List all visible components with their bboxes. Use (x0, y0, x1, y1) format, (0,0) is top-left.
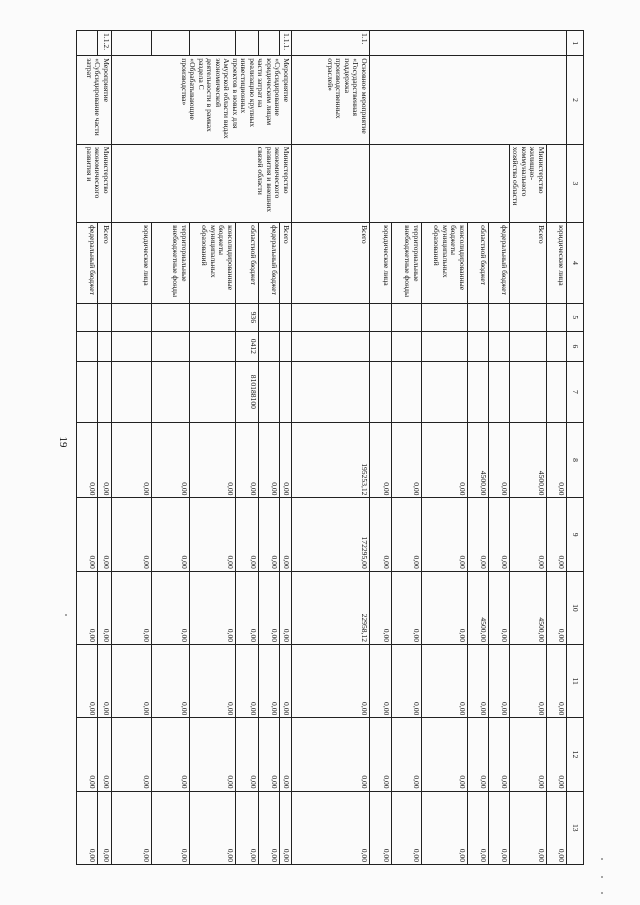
amount-cell: 0,00 (422, 422, 468, 498)
amount-cell: 0,00 (236, 791, 259, 864)
amount-cell: 0,00 (489, 718, 510, 791)
amount-cell: 0,00 (392, 718, 422, 791)
budget-code-cell (280, 331, 292, 361)
amount-cell: 0,00 (98, 422, 112, 498)
amount-cell: 0,00 (392, 422, 422, 498)
budget-code-cell (422, 303, 468, 331)
budget-code-cell (190, 362, 236, 423)
amount-cell: 0,00 (152, 498, 190, 571)
budget-code-cell (259, 362, 280, 423)
amount-cell: 0,00 (422, 571, 468, 644)
amount-cell: 0,00 (392, 498, 422, 571)
amount-cell: 0,00 (112, 791, 152, 864)
funding-source-cell: территориальные внебюджетные фонды (392, 223, 422, 304)
column-number: 13 (567, 791, 584, 864)
amount-cell: 0,00 (422, 791, 468, 864)
budget-code-cell (112, 362, 152, 423)
amount-cell: 0,00 (489, 645, 510, 718)
budget-code-cell (152, 331, 190, 361)
amount-cell: 4500,00 (468, 571, 489, 644)
amount-cell: 0,00 (190, 422, 236, 498)
measure-name-cell: Мероприятие «Субсидирование части затрат (77, 56, 112, 144)
amount-cell: 0,00 (77, 571, 98, 644)
amount-cell: 0,00 (392, 571, 422, 644)
item-number-cell (112, 31, 152, 56)
amount-cell: 0,00 (280, 498, 292, 571)
budget-code-cell (98, 303, 112, 331)
budget-code-cell (547, 362, 567, 423)
amount-cell: 0,00 (112, 645, 152, 718)
amount-cell: 4500,00 (510, 422, 547, 498)
amount-cell: 0,00 (98, 571, 112, 644)
budget-code-cell (190, 331, 236, 361)
budget-code-cell (112, 331, 152, 361)
funding-source-cell: областной бюджет (468, 223, 489, 304)
executor-cell (547, 144, 567, 222)
column-number: 7 (567, 362, 584, 423)
amount-cell: 4500,00 (468, 422, 489, 498)
amount-cell: 0,00 (77, 422, 98, 498)
amount-cell: 0,00 (510, 498, 547, 571)
budget-code-cell (98, 331, 112, 361)
amount-cell: 0,00 (77, 718, 98, 791)
amount-cell: 0,00 (152, 422, 190, 498)
amount-cell: 172295,00 (292, 498, 370, 571)
column-number: 6 (567, 331, 584, 361)
amount-cell: 0,00 (547, 498, 567, 571)
budget-code-cell (292, 303, 370, 331)
funding-source-cell: территориальные внебюджетные фонды (152, 223, 190, 304)
table-row (292, 31, 370, 865)
amount-cell: 0,00 (190, 718, 236, 791)
amount-cell: 0,00 (259, 718, 280, 791)
amount-cell: 0,00 (392, 791, 422, 864)
funding-source-cell: юридические лица (112, 223, 152, 304)
amount-cell: 0,00 (112, 422, 152, 498)
budget-code-cell (489, 362, 510, 423)
item-number-cell: 1.1. (292, 31, 370, 56)
budget-code-cell (468, 331, 489, 361)
column-number: 4 (567, 223, 584, 304)
amount-cell: 0,00 (259, 645, 280, 718)
budget-code-cell (152, 303, 190, 331)
amount-cell: 4500,00 (510, 571, 547, 644)
budget-code-cell (280, 362, 292, 423)
amount-cell: 0,00 (547, 571, 567, 644)
budget-code-cell (152, 362, 190, 423)
column-number: 10 (567, 571, 584, 644)
amount-cell: 0,00 (489, 422, 510, 498)
amount-cell: 0,00 (489, 571, 510, 644)
budget-code-cell (510, 331, 547, 361)
amount-cell: 0,00 (489, 498, 510, 571)
amount-cell: 0,00 (468, 645, 489, 718)
funding-source-cell: Всего (510, 223, 547, 304)
amount-cell: 0,00 (259, 791, 280, 864)
budget-code-cell (112, 303, 152, 331)
column-number: 11 (567, 645, 584, 718)
amount-cell: 0,00 (422, 718, 468, 791)
amount-cell: 0,00 (259, 571, 280, 644)
amount-cell: 0,00 (510, 645, 547, 718)
funding-source-cell: Всего (292, 223, 370, 304)
scan-speck (601, 858, 603, 860)
amount-cell: 0,00 (547, 718, 567, 791)
amount-cell: 0,00 (292, 645, 370, 718)
column-number: 2 (567, 56, 584, 144)
budget-code-cell (259, 331, 280, 361)
measure-name-cell (370, 56, 567, 144)
measure-name-cell: Мероприятие «Субсидирование юридическим лицам части затрат на реализацию крупных инвестиционных проектов в новых для Амурской области видах экономической деятельности в рамках раздела С «Обрабатывающие производства» (112, 56, 292, 144)
amount-cell: 0,00 (510, 791, 547, 864)
funding-source-cell: областной бюджет (236, 223, 259, 304)
budget-code-cell: 936 (236, 303, 259, 331)
table-row (510, 31, 547, 865)
amount-cell: 0,00 (259, 498, 280, 571)
funding-source-cell: консолидированные бюджеты муниципальных образований (190, 223, 236, 304)
executor-cell (370, 144, 510, 222)
amount-cell: 22958,12 (292, 571, 370, 644)
budget-code-cell (510, 303, 547, 331)
amount-cell: 0,00 (370, 422, 392, 498)
budget-code-cell (370, 362, 392, 423)
amount-cell: 0,00 (292, 791, 370, 864)
column-number: 12 (567, 718, 584, 791)
column-number: 1 (567, 31, 584, 56)
amount-cell: 0,00 (392, 645, 422, 718)
amount-cell: 0,00 (370, 791, 392, 864)
table-row (547, 31, 567, 865)
funding-source-cell: федеральный бюджет (489, 223, 510, 304)
amount-cell: 0,00 (152, 571, 190, 644)
amount-cell: 0,00 (547, 645, 567, 718)
budget-code-cell (547, 331, 567, 361)
budget-code-cell (547, 303, 567, 331)
amount-cell: 0,00 (112, 498, 152, 571)
scan-speck (65, 614, 67, 616)
amount-cell: 0,00 (236, 422, 259, 498)
amount-cell: 0,00 (190, 498, 236, 571)
column-number: 8 (567, 422, 584, 498)
amount-cell: 0,00 (112, 718, 152, 791)
item-number-cell (77, 31, 98, 56)
amount-cell: 0,00 (280, 571, 292, 644)
item-number-cell: 1.1.1. (280, 31, 292, 56)
executor-cell (292, 144, 370, 222)
funding-source-cell: юридические лица (370, 223, 392, 304)
amount-cell: 0,00 (152, 645, 190, 718)
funding-source-cell: Всего (98, 223, 112, 304)
table-row (489, 31, 510, 865)
scan-speck (601, 892, 603, 894)
amount-cell: 0,00 (236, 718, 259, 791)
amount-cell: 0,00 (280, 718, 292, 791)
amount-cell: 0,00 (236, 498, 259, 571)
budget-code-cell (370, 303, 392, 331)
item-number-cell (152, 31, 190, 56)
amount-cell: 0,00 (190, 791, 236, 864)
amount-cell: 0,00 (77, 498, 98, 571)
amount-cell: 0,00 (190, 645, 236, 718)
amount-cell: 0,00 (489, 791, 510, 864)
amount-cell: 0,00 (98, 791, 112, 864)
amount-cell: 0,00 (547, 422, 567, 498)
executor-cell: Министерство экономического развития и (77, 144, 112, 222)
budget-code-cell (392, 303, 422, 331)
amount-cell: 0,00 (98, 718, 112, 791)
budget-code-cell (292, 331, 370, 361)
rotated-table-frame (85, 30, 584, 865)
amount-cell: 0,00 (98, 498, 112, 571)
budget-code-cell (77, 362, 98, 423)
budget-code-cell (468, 303, 489, 331)
amount-cell: 0,00 (510, 718, 547, 791)
amount-cell: 0,00 (468, 718, 489, 791)
item-number-cell: 1.1.2. (98, 31, 112, 56)
budget-code-cell (422, 362, 468, 423)
amount-cell: 0,00 (190, 571, 236, 644)
budget-code-cell (422, 331, 468, 361)
amount-cell: 195253,12 (292, 422, 370, 498)
budget-code-cell: 0412 (236, 331, 259, 361)
header-row (567, 31, 584, 865)
amount-cell: 0,00 (280, 645, 292, 718)
budget-code-cell (370, 331, 392, 361)
amount-cell: 0,00 (259, 422, 280, 498)
measure-name-cell: Основное мероприятие «Государственная поддержка производственных отраслей» (292, 56, 370, 144)
budget-code-cell (489, 331, 510, 361)
amount-cell: 0,00 (547, 791, 567, 864)
budget-code-cell (468, 362, 489, 423)
column-number: 3 (567, 144, 584, 222)
funding-source-cell: федеральный бюджет (259, 223, 280, 304)
amount-cell: 0,00 (236, 645, 259, 718)
amount-cell: 0,00 (152, 718, 190, 791)
budget-code-cell (77, 331, 98, 361)
executor-cell: Министерство экономического развития и внешних связей области (112, 144, 292, 222)
budget-code-cell (259, 303, 280, 331)
executor-cell: Министерство жилищно-коммунального хозяйства области (510, 144, 547, 222)
budget-code-cell: 810188100 (236, 362, 259, 423)
budget-code-cell (190, 303, 236, 331)
amount-cell: 0,00 (370, 571, 392, 644)
funding-source-cell: консолидированные бюджеты муниципальных образований (422, 223, 468, 304)
amount-cell: 0,00 (236, 571, 259, 644)
column-number: 5 (567, 303, 584, 331)
amount-cell: 0,00 (422, 498, 468, 571)
amount-cell: 0,00 (370, 645, 392, 718)
budget-code-cell (98, 362, 112, 423)
funding-source-cell: федеральный бюджет (77, 223, 98, 304)
amount-cell: 0,00 (468, 791, 489, 864)
amount-cell: 0,00 (422, 645, 468, 718)
budget-code-cell (77, 303, 98, 331)
funding-source-cell: юридические лица (547, 223, 567, 304)
amount-cell: 0,00 (152, 791, 190, 864)
table-row (98, 31, 112, 865)
amount-cell: 0,00 (370, 718, 392, 791)
page-number: 19 (57, 436, 69, 448)
amount-cell: 0,00 (292, 718, 370, 791)
funding-source-cell: Всего (280, 223, 292, 304)
scan-speck (601, 876, 603, 878)
amount-cell: 0,00 (77, 791, 98, 864)
amount-cell: 0,00 (280, 422, 292, 498)
budget-code-cell (510, 362, 547, 423)
item-number-cell (190, 31, 236, 56)
item-number-cell (259, 31, 280, 56)
table-row (280, 31, 292, 865)
budget-code-cell (392, 331, 422, 361)
funding-plan-table (76, 30, 584, 865)
amount-cell: 0,00 (112, 571, 152, 644)
amount-cell: 0,00 (77, 645, 98, 718)
budget-code-cell (280, 303, 292, 331)
amount-cell: 0,00 (280, 791, 292, 864)
amount-cell: 0,00 (98, 645, 112, 718)
budget-code-cell (392, 362, 422, 423)
budget-code-cell (489, 303, 510, 331)
amount-cell: 0,00 (468, 498, 489, 571)
item-number-cell (236, 31, 259, 56)
amount-cell: 0,00 (370, 498, 392, 571)
item-number-cell (370, 31, 567, 56)
column-number: 9 (567, 498, 584, 571)
budget-code-cell (292, 362, 370, 423)
